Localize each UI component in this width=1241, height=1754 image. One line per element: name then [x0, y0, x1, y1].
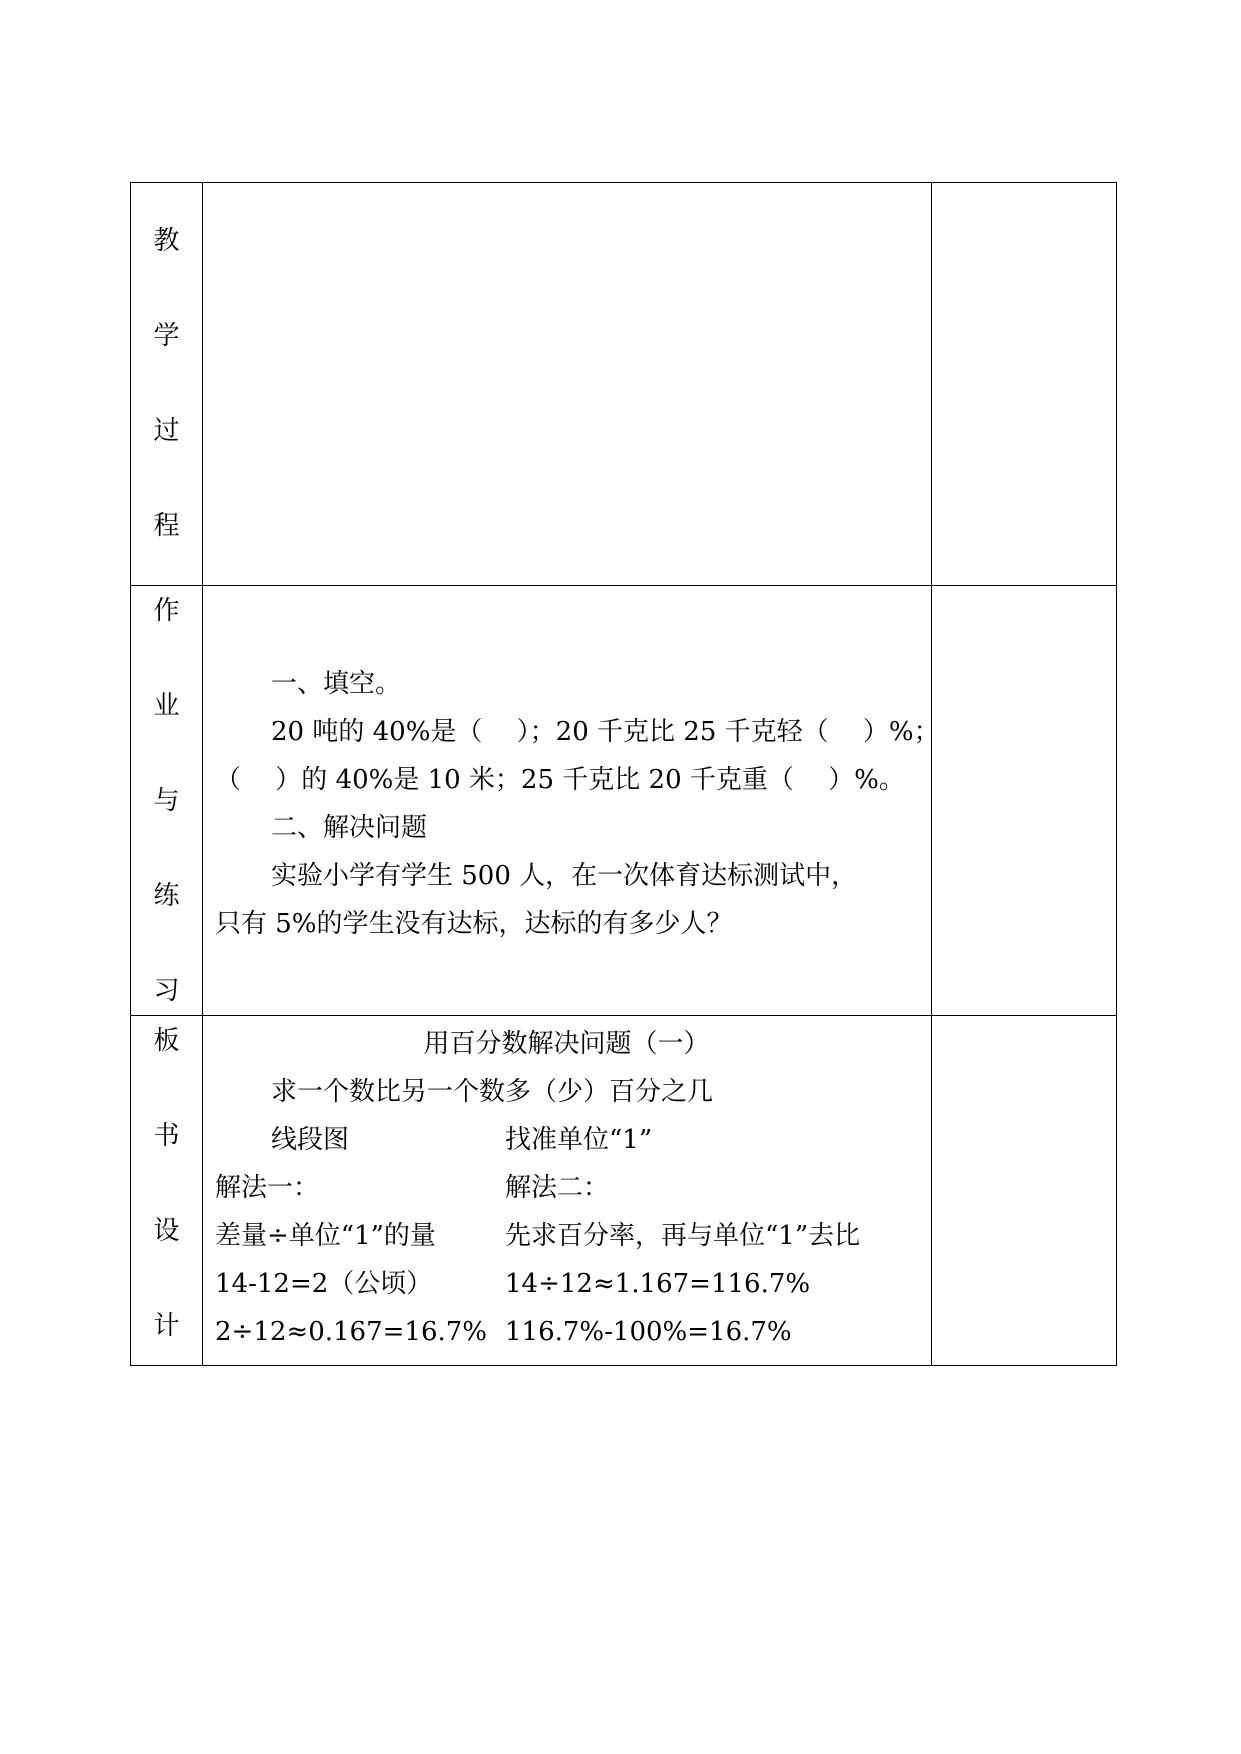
row-label-char: 教: [153, 226, 180, 256]
row-label-char: 板: [153, 1026, 180, 1056]
board-left-line: 线段图: [271, 1125, 350, 1155]
row-label-char: 过: [153, 416, 180, 446]
board-left-line: 2÷12≈0.167=16.7%: [215, 1317, 488, 1347]
row-label-char: 计: [153, 1311, 180, 1341]
row-label-char: 书: [153, 1121, 180, 1151]
row-label-char: 设: [153, 1216, 180, 1246]
board-right-line: 找准单位“1”: [505, 1125, 653, 1155]
board-right-line: 14÷12≈1.167=116.7%: [505, 1269, 811, 1299]
board-left-line: 差量÷单位“1”的量: [215, 1221, 436, 1251]
fill-blank-line: 20 吨的 40%是（ ）；20 千克比 25 千克轻（ ）%；: [271, 717, 940, 747]
row-label-char: 作: [153, 596, 180, 626]
row-label-char: 与: [153, 786, 180, 816]
board-right-line: 先求百分率，再与单位“1”去比: [505, 1221, 861, 1251]
row-divider-1: [131, 585, 1116, 586]
row-label-char: 业: [153, 691, 180, 721]
board-left-line: 14-12=2（公顷）: [215, 1269, 433, 1299]
row-label-char: 学: [153, 321, 180, 351]
board-right-line: 解法二：: [505, 1173, 610, 1203]
board-right-line: 116.7%-100%=16.7%: [505, 1317, 792, 1347]
row-divider-2: [131, 1015, 1116, 1016]
problem-text: 实验小学有学生 500 人，在一次体育达标测试中，: [271, 861, 858, 891]
column-divider-label: [202, 183, 203, 1365]
row-label-char: 程: [153, 511, 180, 541]
row-label-char: 练: [153, 881, 180, 911]
board-left-line: 解法一：: [215, 1173, 320, 1203]
heading-problem-solving: 二、解决问题: [271, 813, 428, 843]
board-title: 用百分数解决问题（一）: [423, 1029, 710, 1059]
column-divider-notes: [931, 183, 932, 1365]
board-subtitle: 求一个数比另一个数多（少）百分之几: [271, 1077, 714, 1107]
problem-text: 只有 5%的学生没有达标，达标的有多少人？: [215, 909, 733, 939]
heading-fill-blank: 一、填空。: [271, 669, 402, 699]
fill-blank-line: （ ）的 40%是 10 米；25 千克比 20 千克重（ ）%。: [215, 765, 905, 795]
row-label-char: 习: [153, 976, 180, 1006]
lesson-plan-table: [130, 182, 1117, 1366]
